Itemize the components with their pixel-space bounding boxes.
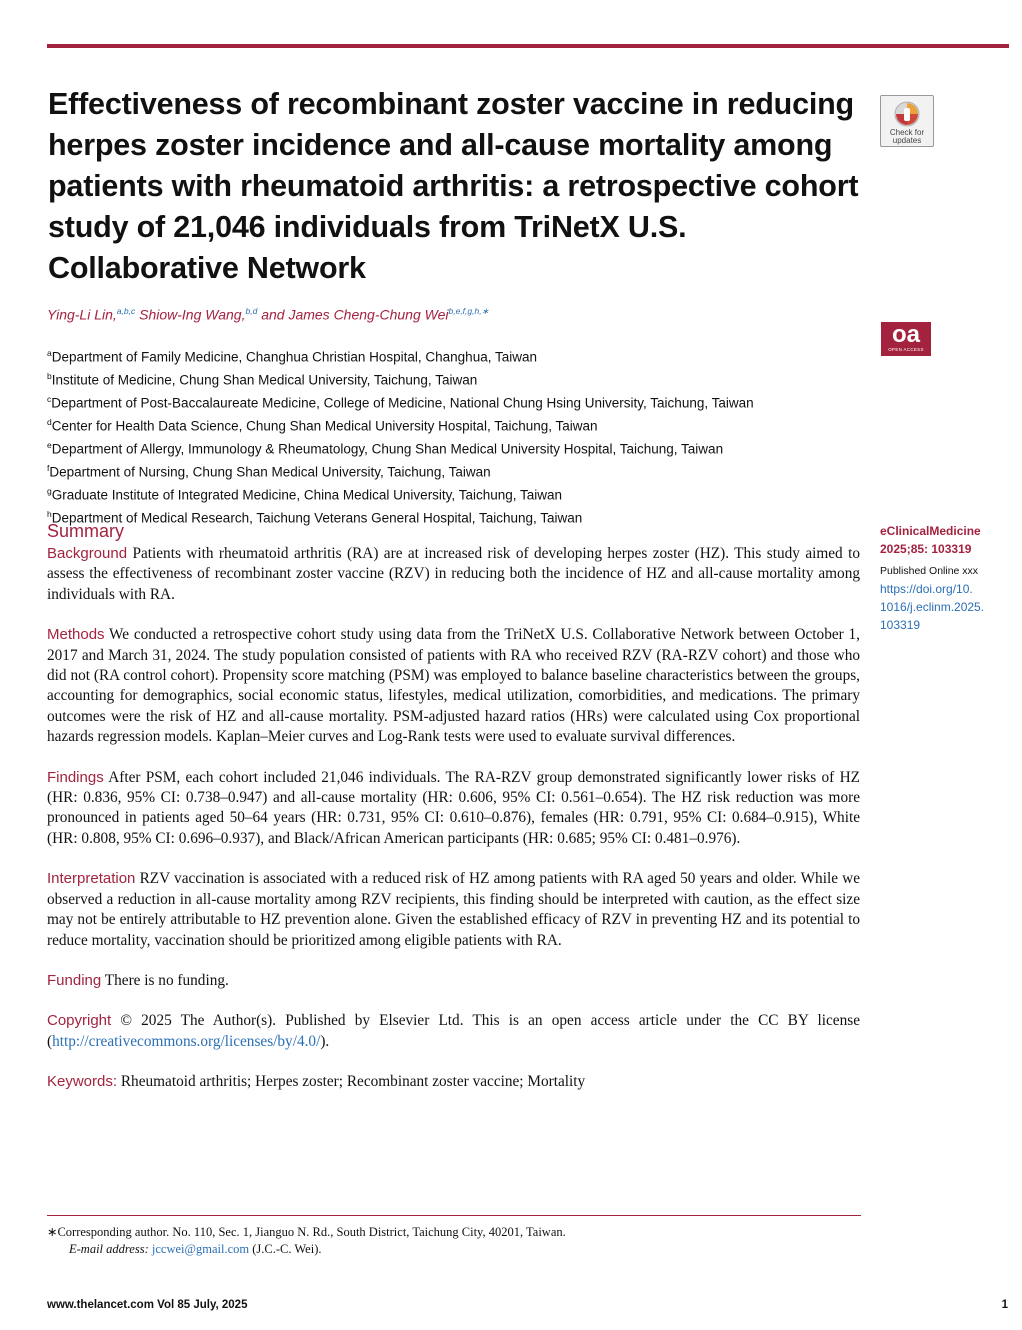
check-updates-icon <box>893 100 921 128</box>
affiliation-item <box>47 390 754 413</box>
oa-logo-caption: OPEN ACCESS <box>888 347 924 352</box>
doi-line[interactable]: 1016/j.eclinm.2025. <box>880 600 985 614</box>
funding-text: There is no funding. <box>104 971 229 989</box>
methods-text: We conducted a retrospective cohort study using data from the TriNetX U.S. Collaborative Network between October 1, 2017 and March 31, 2024. The study population consisted of patients with RA who received RZV (RA-RZV cohort) and those who did not (RA control cohort). Propensity score matching (PSM) was employed to balance baseline characteristics between the groups, accounting for demographics, social economic status, lifestyles, medical utilization, comorbidities, and medications. The primary outcomes were the risk of HZ and all-cause mortality. PSM-adjusted hazard ratios (HRs) were calculated using Cox proportional hazards regression models. Kaplan–Meier curves and Log-Rank tests were used to evaluate survival differences. <box>47 626 860 746</box>
interpretation-label: Interpretation <box>47 870 136 888</box>
interpretation-section <box>47 869 860 951</box>
license-link[interactable]: http://creativecommons.org/licenses/by/4.0/ <box>52 1032 321 1050</box>
methods-label: Methods <box>47 626 105 644</box>
correspondence-note <box>47 1224 566 1258</box>
copyright-label: Copyright <box>47 1012 112 1030</box>
email-link[interactable]: jccwei@gmail.com <box>151 1242 250 1256</box>
methods-section <box>47 625 860 747</box>
affiliations-list <box>47 344 754 528</box>
copyright-section <box>47 1011 860 1052</box>
affiliation-item <box>47 482 754 505</box>
background-section <box>47 544 860 605</box>
affiliation-text: Department of Nursing, Chung Shan Medical University, Taichung, Taiwan <box>49 464 491 480</box>
affiliation-text: Center for Health Data Science, Chung Shan Medical University Hospital, Taichung, Taiwan <box>51 418 598 434</box>
author-name[interactable]: and James Cheng-Chung Wei <box>257 306 449 323</box>
email-label: E-mail address: <box>69 1242 149 1256</box>
affiliation-sup: h <box>47 509 52 519</box>
interpretation-text: RZV vaccination is associated with a reduced risk of HZ among patients with RA aged 50 years and older. While we observed a reduction in all-cause mortality among RZV recipients, this finding should be interpreted with caution, as the effect size may not be entirely attributable to HZ prevention alone. Given the established efficacy of RZV in preventing HZ and its potential to reduce mortality, vaccination should be prioritized among eligible patients with RA. <box>47 870 860 949</box>
doi-line[interactable]: 103319 <box>880 618 921 632</box>
funding-section <box>47 971 860 991</box>
keywords-section <box>47 1072 860 1092</box>
keywords-label: Keywords: <box>47 1073 118 1091</box>
footer-journal: www.thelancet.com Vol 85 July, 2025 <box>47 1299 248 1311</box>
summary-heading: Summary <box>47 521 125 541</box>
doi-link[interactable] <box>880 580 1010 634</box>
affiliation-item <box>47 413 754 436</box>
affiliation-item <box>47 344 754 367</box>
email-line <box>47 1241 566 1258</box>
article-title: Effectiveness of recombinant zoster vaccine in reducing herpes zoster incidence and all-cause mortality among patients with rheumatoid arthritis: a retrospective cohort study of 21,046 individuals from TriNetX U.S. Collaborative Network <box>48 87 859 285</box>
affiliation-sup: b <box>47 371 52 381</box>
author-sup: a,b,c <box>116 306 136 316</box>
affiliation-item <box>47 436 754 459</box>
check-updates-label: Check for updates <box>889 128 925 145</box>
affiliation-sup: d <box>47 417 52 427</box>
affiliation-sup: g <box>47 486 52 496</box>
affiliation-text: Institute of Medicine, Chung Shan Medical University, Taichung, Taiwan <box>51 372 478 388</box>
footnote-rule <box>47 1215 861 1216</box>
copyright-text: © 2025 The Author(s). Published by Elsevier Ltd. This is an open access article under the CC BY license ( <box>47 1012 860 1050</box>
affiliation-text: Graduate Institute of Integrated Medicine, China Medical University, Taichung, Taiwan <box>51 487 563 503</box>
open-access-badge <box>881 322 931 356</box>
affiliation-item <box>47 367 754 390</box>
author-list <box>47 306 489 323</box>
page-number: 1 <box>1001 1299 1008 1311</box>
funding-label: Funding <box>47 971 102 989</box>
published-online: Published Online xxx <box>880 565 979 577</box>
author-sup: b,d <box>245 306 258 316</box>
keywords-text: Rheumatoid arthritis; Herpes zoster; Recombinant zoster vaccine; Mortality <box>120 1073 586 1091</box>
affiliation-text: Department of Family Medicine, Changhua Christian Hospital, Changhua, Taiwan <box>51 349 537 365</box>
copyright-end: ). <box>320 1032 330 1050</box>
affiliation-item <box>47 505 754 528</box>
findings-label: Findings <box>47 768 104 786</box>
affiliation-sup: a <box>47 348 52 358</box>
background-text: Patients with rheumatoid arthritis (RA) are at increased risk of developing herpes zoster (HZ). This study aimed to assess the effectiveness of recombinant zoster vaccine (RZV) in reducing both the incidence of HZ and all-cause mortality among individuals with RA. <box>47 545 860 603</box>
journal-sidebar <box>880 522 1010 634</box>
oa-logo-text: oa <box>891 321 920 348</box>
corresponding-author: ∗Corresponding author. No. 110, Sec. 1, Jianguo N. Rd., South District, Taichung City, 40201, Taiwan. <box>47 1225 566 1239</box>
affiliation-text: Department of Post-Baccalaureate Medicine, College of Medicine, National Chung Hsing University, Taichung, Taiwan <box>51 395 754 411</box>
affiliation-text: Department of Medical Research, Taichung Veterans General Hospital, Taichung, Taiwan <box>51 510 583 526</box>
affiliation-sup: c <box>47 394 52 404</box>
affiliation-sup: e <box>47 440 52 450</box>
journal-name[interactable]: eClinicalMedicine <box>880 524 981 538</box>
affiliation-text: Department of Allergy, Immunology & Rheumatology, Chung Shan Medical University Hospital, Taichung, Taiwan <box>51 441 724 457</box>
author-name[interactable]: Ying-Li Lin, <box>47 306 117 323</box>
author-sup: b,e,f,g,h,∗ <box>448 306 489 316</box>
journal-volume: 2025;85: 103319 <box>880 542 972 556</box>
findings-text: After PSM, each cohort included 21,046 individuals. The RA-RZV group demonstrated significantly lower risks of HZ (HR: 0.836, 95% CI: 0.738–0.947) and all-cause mortality (HR: 0.606, 95% CI: 0.561–0.654). The HZ risk reduction was more pronounced in patients aged 50–64 years (HR: 0.731, 95% CI: 0.610–0.876), females (HR: 0.791, 95% CI: 0.684–0.915), White (HR: 0.808, 95% CI: 0.696–0.937), and Black/African American participants (HR: 0.685; 95% CI: 0.481–0.976). <box>47 768 860 847</box>
background-label: Background <box>47 545 128 562</box>
author-name[interactable]: Shiow-Ing Wang, <box>135 306 246 323</box>
affiliation-item <box>47 459 754 482</box>
abstract <box>47 544 860 1113</box>
check-for-updates-badge[interactable] <box>880 95 934 147</box>
top-rule <box>47 44 1009 48</box>
doi-line[interactable]: https://doi.org/10. <box>880 582 973 596</box>
affiliation-sup: f <box>47 463 50 473</box>
email-suffix: (J.C.-C. Wei). <box>249 1242 322 1256</box>
findings-section <box>47 768 860 850</box>
